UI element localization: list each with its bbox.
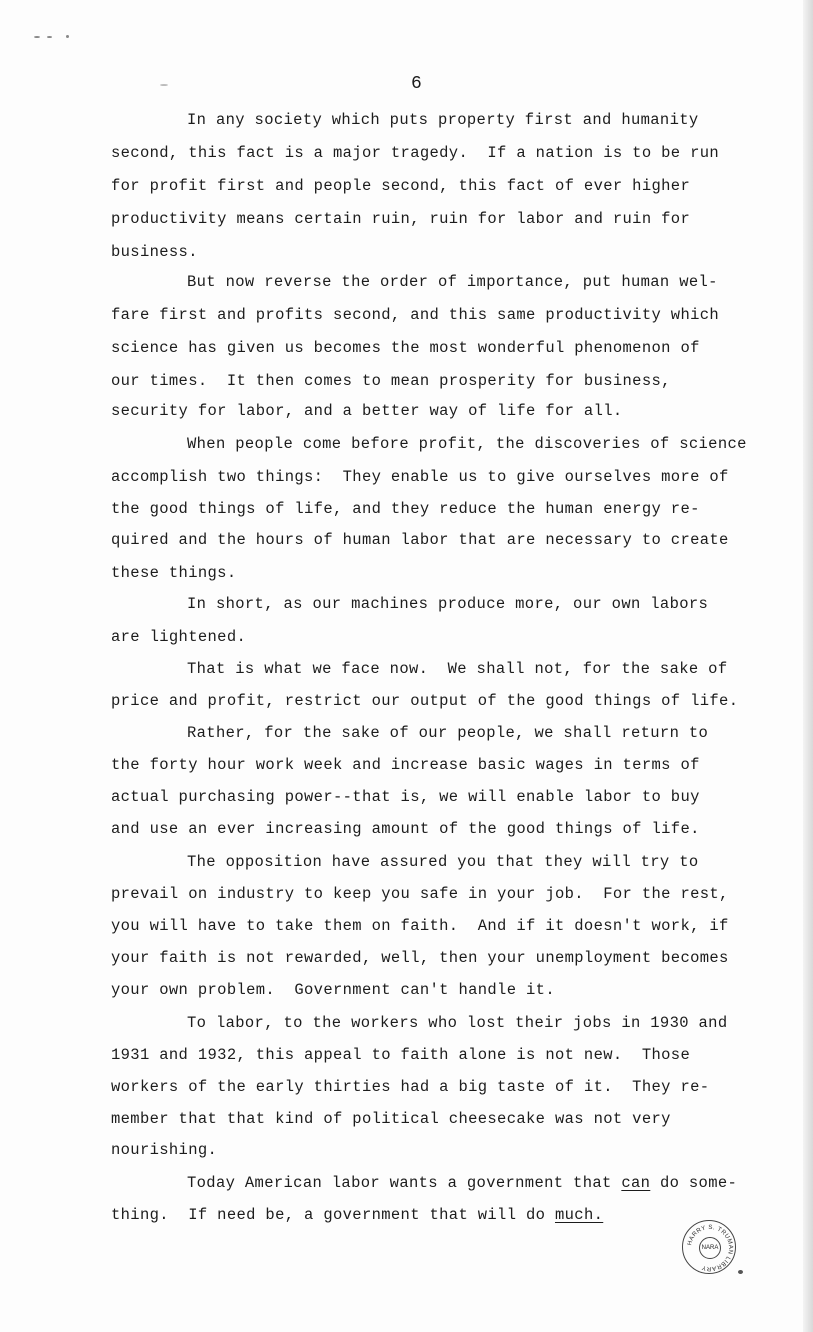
text-line: workers of the early thirties had a big taste of it. They re- <box>111 1078 710 1096</box>
text-line: The opposition have assured you that they will try to <box>187 853 699 871</box>
text-line: Rather, for the sake of our people, we shall return to <box>187 724 709 742</box>
text-line: security for labor, and a better way of life for all. <box>111 402 623 420</box>
text-line: In short, as our machines produce more, our own labors <box>187 595 709 613</box>
text-line: When people come before profit, the discoveries of science <box>187 435 747 453</box>
text-segment: Today American labor wants a government that <box>187 1174 622 1192</box>
text-line: our times. It then comes to mean prosperity for business, <box>111 372 671 390</box>
scan-speck <box>47 36 52 38</box>
text-line: In any society which puts property first and humanity <box>187 111 699 129</box>
underlined-word: much. <box>554 1206 604 1224</box>
text-line: member that that kind of political cheesecake was not very <box>111 1110 671 1128</box>
page-number: 6 <box>411 74 422 94</box>
text-line: That is what we face now. We shall not, for the sake of <box>187 660 728 678</box>
text-line: these things. <box>111 564 237 582</box>
text-segment: do some- <box>650 1174 738 1192</box>
page-edge-shadow <box>803 0 813 1332</box>
text-line: nourishing. <box>111 1141 218 1159</box>
underlined-word: can <box>621 1174 651 1192</box>
text-line: second, this fact is a major tragedy. If a nation is to be run <box>111 144 720 162</box>
text-line: 1931 and 1932, this appeal to faith alone is not new. Those <box>111 1046 691 1064</box>
text-line: the good things of life, and they reduce the human energy re- <box>111 500 700 518</box>
text-line <box>187 1173 737 1193</box>
text-line: the forty hour work week and increase basic wages in terms of <box>111 756 700 774</box>
text-line: and use an ever increasing amount of the good things of life. <box>111 820 700 838</box>
text-line: are lightened. <box>111 628 247 646</box>
text-line: business. <box>111 243 198 261</box>
text-line: fare first and profits second, and this same productivity which <box>111 306 720 324</box>
text-line: price and profit, restrict our output of the good things of life. <box>111 692 739 710</box>
text-line: To labor, to the workers who lost their jobs in 1930 and <box>187 1014 728 1032</box>
text-line: quired and the hours of human labor that are necessary to create <box>111 531 729 549</box>
text-line: science has given us becomes the most wonderful phenomenon of <box>111 339 700 357</box>
text-line: you will have to take them on faith. And if it doesn't work, if <box>111 917 729 935</box>
seal-center-text: NARA <box>699 1237 721 1259</box>
text-line: for profit first and people second, this fact of ever higher <box>111 177 691 195</box>
text-line: actual purchasing power--that is, we will enable labor to buy <box>111 788 700 806</box>
text-line: your own problem. Government can't handle it. <box>111 981 555 999</box>
scan-speck <box>738 1270 743 1274</box>
text-line <box>111 1205 603 1225</box>
text-line: accomplish two things: They enable us to give ourselves more of <box>111 468 729 486</box>
seal-ring-text: HARRY S. TRUMAN LIBRARY <box>686 1223 735 1273</box>
text-line: But now reverse the order of importance, put human wel- <box>187 273 718 291</box>
scan-speck <box>34 36 40 38</box>
scan-speck <box>160 84 168 86</box>
library-seal-stamp <box>682 1220 736 1274</box>
text-line: prevail on industry to keep you safe in your job. For the rest, <box>111 885 729 903</box>
text-line: productivity means certain ruin, ruin for labor and ruin for <box>111 210 691 228</box>
text-segment: thing. If need be, a government that will do <box>111 1206 555 1224</box>
scan-speck <box>66 35 69 38</box>
text-line: your faith is not rewarded, well, then your unemployment becomes <box>111 949 729 967</box>
